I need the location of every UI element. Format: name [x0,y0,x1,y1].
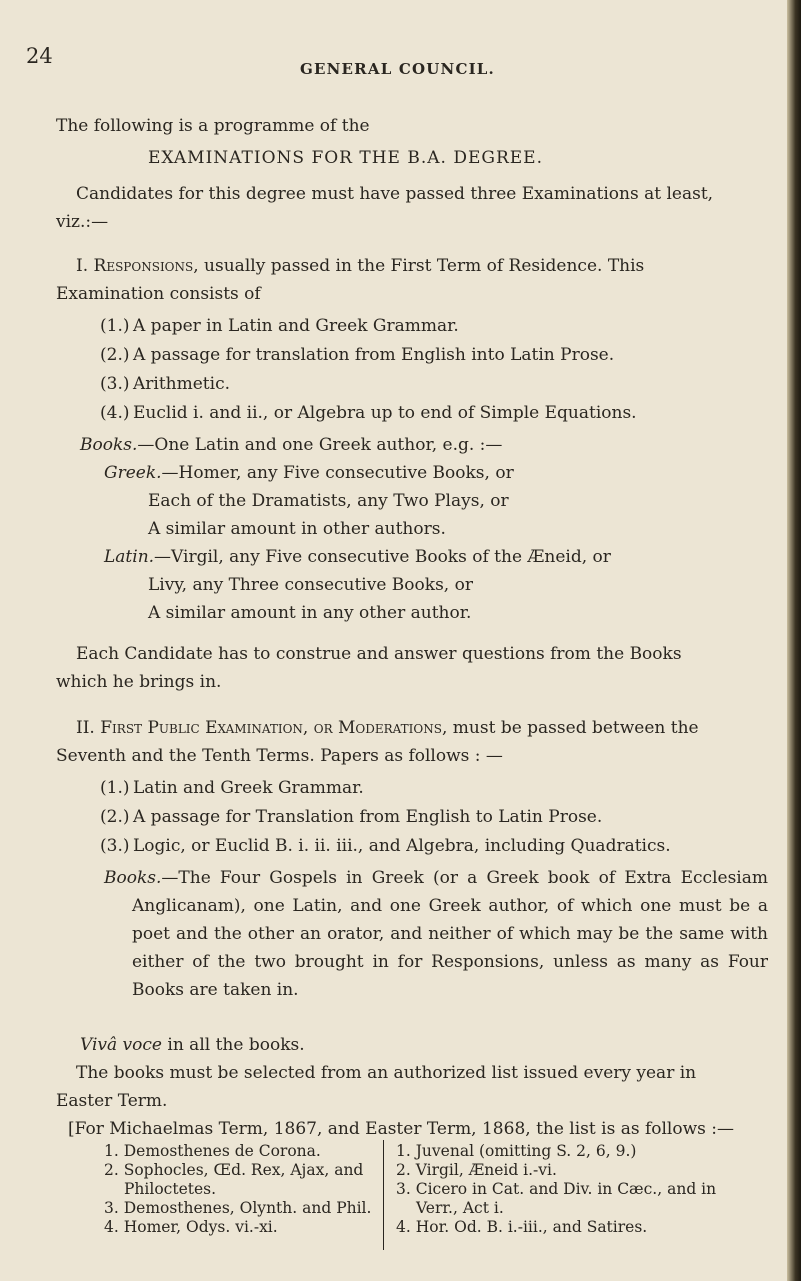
list-item: 1. Juvenal (omitting S. 2, 6, 9.) [396,1142,637,1160]
viva-label: Vivâ voce [80,1035,162,1055]
section-1-desc: , usually passed in the First Term of Residence. This Examination consists of [56,256,645,304]
list-item: 3. Demosthenes, Olynth. and Phil. [104,1199,372,1217]
section-1-books: Books.—One Latin and one Greek author, e.g. :— [80,435,503,455]
page-number: 24 [26,44,53,68]
books-label: Books. [80,435,138,455]
construe-paragraph: Each Candidate has to construe and answer questions from the Books which he brings in. [56,644,682,692]
section-1-name: Responsions [93,256,194,276]
latin-line: A similar amount in any other author. [148,603,472,623]
greek-label: Greek. [104,463,162,483]
selected-paragraph: The books must be selected from an authorized list issued every year in Easter Term. [56,1063,697,1111]
section-1-papers [100,312,740,428]
latin-line: Livy, any Three consecutive Books, or [148,575,473,595]
list-item: 2. Sophocles, Œd. Rex, Ajax, and Philoctetes. [104,1161,364,1198]
intro-line: The following is a programme of the [56,116,370,136]
list-item: 1. Demosthenes de Corona. [104,1142,321,1160]
list-item: (3.) Arithmetic. [100,374,230,394]
greek-line: A similar amount in other authors. [148,519,446,539]
books-label: Books. [104,868,162,888]
michaelmas-line: [For Michaelmas Term, 1867, and Easter Term, 1868, the list is as follows :— [68,1119,735,1139]
candidates-paragraph: Candidates for this degree must have passed three Examinations at least, viz.:— [56,184,714,232]
books-list-right [396,1142,736,1237]
section-2-numeral: II. [76,718,95,738]
list-item: (3.) Logic, or Euclid B. i. ii. iii., and Algebra, including Quadratics. [100,836,671,856]
list-item: 2. Virgil, Æneid i.-vi. [396,1161,557,1179]
list-item: (4.) Euclid i. and ii., or Algebra up to end of Simple Equations. [100,403,637,423]
list-item: (1.) A paper in Latin and Greek Grammar. [100,316,459,336]
viva-voce-line: Vivâ voce in all the books. [80,1035,305,1055]
section-1-paragraph [56,252,736,308]
books-list-left [104,1142,374,1237]
section-1-latin: Latin.—Virgil, any Five consecutive Books of the Æneid, or [104,547,611,567]
list-item: 4. Homer, Odys. vi.-xi. [104,1218,278,1236]
section-2-books: Books.—The Four Gospels in Greek (or a Greek book of Extra Ecclesiam Anglicanam), one Latin, and one Greek author, of which one must be a poet and the other an orator, and neither of which may be the same with either of the two brought in for Responsions, unless as many as Four Books are taken in. [104,868,768,1000]
list-item: (2.) A passage for Translation from English to Latin Prose. [100,807,603,827]
section-2-papers [100,774,740,861]
page-edge-shadow [787,0,801,1281]
latin-label: Latin. [104,547,155,567]
section-2-name: First Public Examination, or Moderations [100,718,442,738]
column-divider [383,1140,384,1250]
section-2-paragraph [56,714,736,770]
running-head: GENERAL COUNCIL. [300,60,495,78]
section-2-desc: , must be passed between the Seventh and the Tenth Terms. Papers as follows : — [56,718,699,766]
greek-line: Each of the Dramatists, any Two Plays, or [148,491,509,511]
document-title: EXAMINATIONS FOR THE B.A. DEGREE. [148,148,543,168]
list-item: (2.) A passage for translation from English into Latin Prose. [100,345,615,365]
list-item: (1.) Latin and Greek Grammar. [100,778,364,798]
section-1-numeral: I. [76,256,89,276]
list-item: 4. Hor. Od. B. i.-iii., and Satires. [396,1218,648,1236]
list-item: 3. Cicero in Cat. and Div. in Cæc., and in Verr., Act i. [396,1180,717,1217]
section-1-greek: Greek.—Homer, any Five consecutive Books, or [104,463,514,483]
